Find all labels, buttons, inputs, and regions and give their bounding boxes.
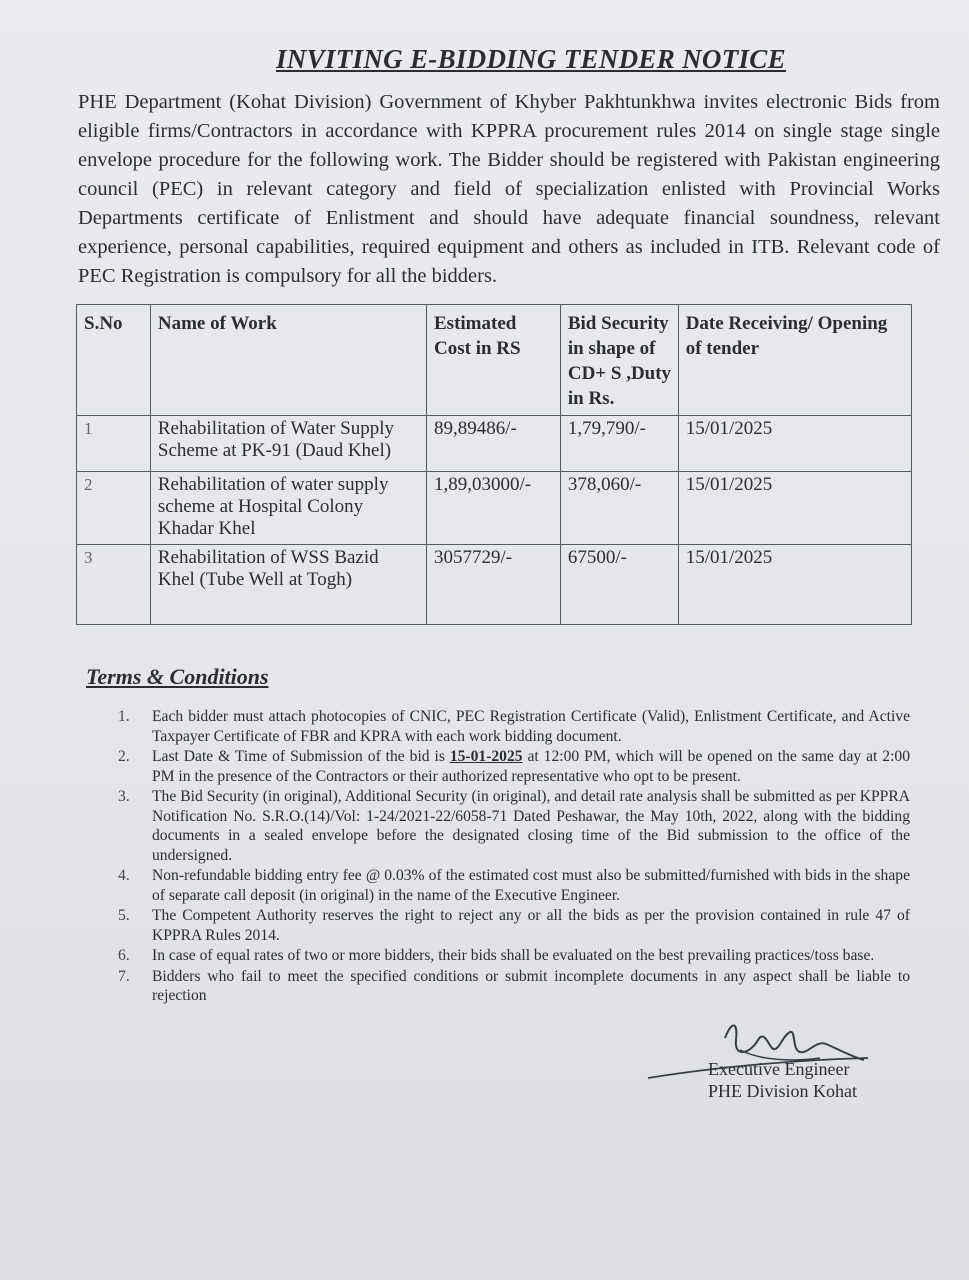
row-date: 15/01/2025 <box>678 416 911 472</box>
term-text: The Competent Authority reserves the right to reject any or all the bids as per the provision contained in rule 47 of KPPRA Rules 2014. <box>152 907 910 944</box>
term-item <box>118 967 910 1006</box>
row-name: Rehabilitation of WSS Bazid Khel (Tube Well at Togh) <box>150 545 426 625</box>
term-item <box>118 866 910 905</box>
term-item <box>118 747 910 786</box>
notice-title: INVITING E-BIDDING TENDER NOTICE <box>276 44 786 74</box>
row-cost: 3057729/- <box>427 545 561 625</box>
table-row <box>77 416 912 472</box>
works-table <box>76 304 912 625</box>
term-number: 2. <box>118 748 130 765</box>
term-text-post: at 12:00 PM, which will be opened on the same day at 2:00 PM in the presence of the Contractors or their authorized representative who opt to be present. <box>152 748 910 785</box>
header-bid-security: Bid Security in shape of CD+ S ,Duty in Rs. <box>560 305 678 416</box>
term-item <box>118 906 910 945</box>
term-text: In case of equal rates of two or more bidders, their bids shall be evaluated on the best prevailing practices/toss base. <box>152 947 875 964</box>
row-sno: 2 <box>77 472 151 545</box>
term-number: 6. <box>118 947 130 964</box>
term-text: Non-refundable bidding entry fee @ 0.03% of the estimated cost must also be submitted/furnished with bids in the shape of separate call deposit (in original) in the name of the Executive Engineer. <box>152 867 910 904</box>
header-estimated-cost: Estimated Cost in RS <box>427 305 561 416</box>
term-number: 5. <box>118 907 130 924</box>
row-cost: 1,89,03000/- <box>427 472 561 545</box>
signatory-block <box>708 1058 857 1102</box>
row-date: 15/01/2025 <box>678 545 911 625</box>
row-name: Rehabilitation of Water Supply Scheme at PK-91 (Daud Khel) <box>150 416 426 472</box>
submission-date: 15-01-2025 <box>449 748 523 765</box>
signatory-office: PHE Division Kohat <box>708 1081 858 1101</box>
terms-list <box>118 707 910 1007</box>
notice-intro: PHE Department (Kohat Division) Government of Khyber Pakhtunkhwa invites electronic Bids from eligible firms/Contractors in accordance with KPPRA procurement rules 2014 on single stage single envelope procedure for the following work. The Bidder should be registered with Pakistan engineering council (PEC) in relevant category and field of specialization enlisted with Provincial Works Departments certificate of Enlistment and should have adequate financial soundness, relevant experience, personal capabilities, required equipment and others as included in ITB. Relevant code of PEC Registration is compulsory for all the bidders. <box>78 91 940 287</box>
row-sno: 1 <box>77 416 151 472</box>
term-number: 4. <box>118 867 130 884</box>
signatory-title: Executive Engineer <box>708 1059 850 1079</box>
row-date: 15/01/2025 <box>678 472 911 545</box>
term-item <box>118 787 910 865</box>
term-text: Bidders who fail to meet the specified conditions or submit incomplete documents in any aspect shall be liable to rejection <box>152 967 910 1004</box>
term-text: Each bidder must attach photocopies of CNIC, PEC Registration Certificate (Valid), Enlistment Certificate, and Active Taxpayer Certificate of FBR and KPRA with each work bidding document. <box>152 708 910 745</box>
row-name: Rehabilitation of water supply scheme at Hospital Colony Khadar Khel <box>150 472 426 545</box>
term-item <box>118 707 910 746</box>
term-text-pre: Last Date & Time of Submission of the bid is <box>152 748 450 765</box>
row-bid-security: 67500/- <box>560 545 678 625</box>
term-item <box>118 946 910 966</box>
header-sno: S.No <box>77 305 151 416</box>
term-number: 1. <box>118 708 130 725</box>
header-name-of-work: Name of Work <box>150 305 426 416</box>
table-header-row <box>77 305 912 416</box>
term-text: The Bid Security (in original), Additional Security (in original), and detail rate analysis shall be submitted as per KPPRA Notification No. S.R.O.(14)/Vol: 1-24/2021-22/6058-71 Dated Peshawar, the May 10th, 2022, along with the bidding documents in a sealed envelope before the designated closing time of the Bid submission to the office of the undersigned. <box>152 788 910 864</box>
table-row <box>77 472 912 545</box>
term-number: 7. <box>118 967 130 985</box>
terms-heading: Terms & Conditions <box>86 664 269 689</box>
term-number: 3. <box>118 788 130 805</box>
header-date: Date Receiving/ Opening of tender <box>678 305 911 416</box>
row-bid-security: 1,79,790/- <box>560 416 678 472</box>
row-sno: 3 <box>77 545 151 625</box>
row-cost: 89,89486/- <box>427 416 561 472</box>
row-bid-security: 378,060/- <box>560 472 678 545</box>
table-row <box>77 545 912 625</box>
